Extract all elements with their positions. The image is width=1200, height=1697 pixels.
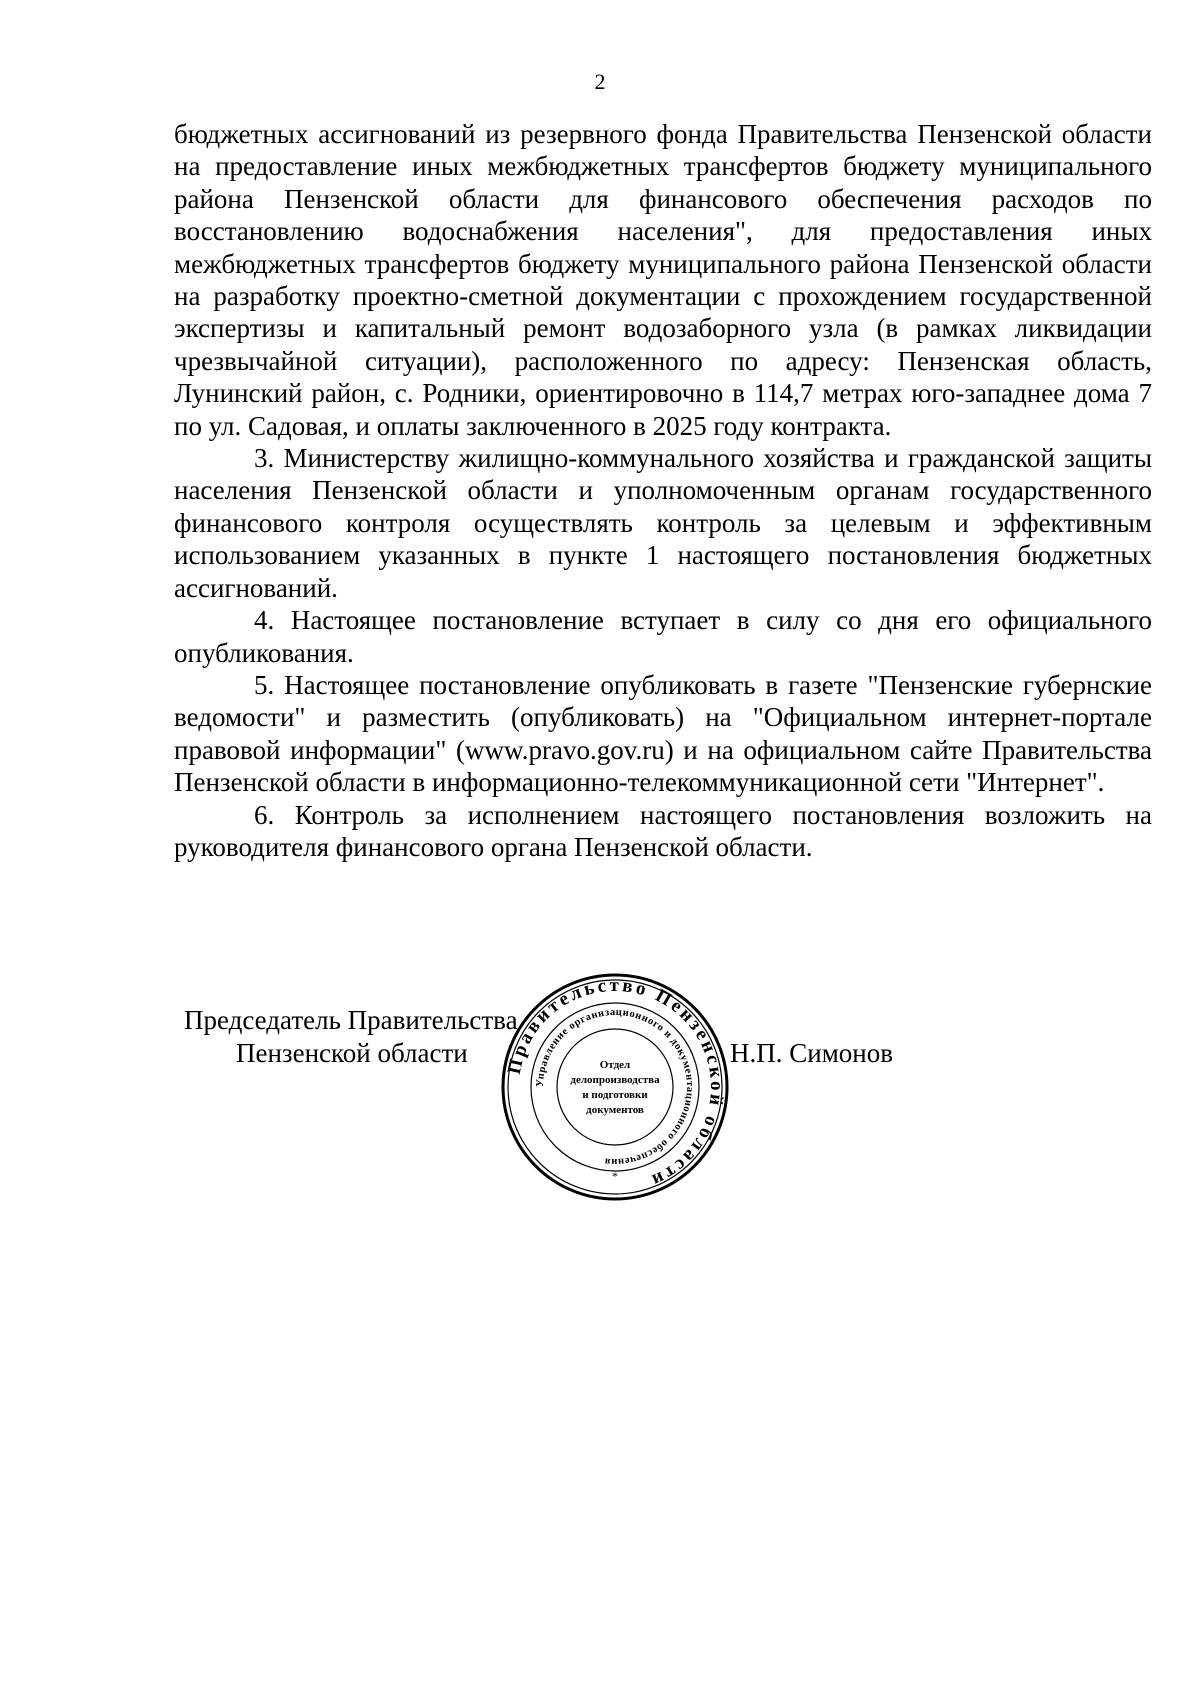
paragraph-item-4: 4. Настоящее постановление вступает в силу со дня его официального опубликования. — [174, 605, 1152, 668]
stamp-center-line-4: документов — [586, 1104, 644, 1116]
paragraph-item-3: 3. Министерству жилищно-коммунального хозяйства и гражданской защиты населения Пензенской области и уполномоченным органам государственного финансового контроля осуществлять контроль за целевым и эффективным использованием указанных в пункте 1 настоящего постановления бюджетных ассигнований. — [174, 443, 1152, 603]
stamp-outer-textpath: Правительство Пензенской области — [503, 974, 728, 1192]
stamp-center-line-3: и подготовки — [582, 1089, 648, 1101]
signatory-title-line-1: Председатель Правительства — [184, 1005, 518, 1035]
document-body — [174, 118, 1152, 863]
stamp-inner-ring-text — [535, 1007, 695, 1167]
official-seal-stamp — [500, 972, 730, 1202]
stamp-center-line-2: делопроизводства — [570, 1074, 660, 1086]
paragraph-continuation: бюджетных ассигнований из резервного фонда Правительства Пензенской области на предоставление иных межбюджетных трансфертов бюджету муниципального района Пензенской области для финансового обеспечения расходов по восстановлению водоснабжения населения", для предоставления иных межбюджетных трансфертов бюджету муниципального района Пензенской области на разработку проектно-сметной документации с прохождением государственной экспертизы и капитальный ремонт водозаборного узла (в рамках ликвидации чрезвычайной ситуации), расположенного по адресу: Пензенская область, Лунинский район, с. Родники, ориентировочно в 114,7 метрах юго-западнее дома 7 по ул. Садовая, и оплаты заключенного в 2025 году контракта. — [174, 119, 1152, 441]
paragraph-item-6: 6. Контроль за исполнением настоящего постановления возложить на руководителя финансового органа Пензенской области. — [174, 799, 1152, 862]
paragraph-item-5: 5. Настоящее постановление опубликовать в газете "Пензенские губернские ведомости" и разместить (опубликовать) на "Официальном интернет-портале правовой информации" (www.pravo.gov.ru) и на официальном сайте Правительства Пензенской области в информационно-телекоммуникационной сети "Интернет". — [174, 669, 1152, 798]
stamp-inner-textpath: Управление организационного и документационного обеспечения — [534, 1006, 696, 1168]
page-number: 2 — [594, 69, 606, 94]
stamp-center-line-1: Отдел — [599, 1059, 631, 1071]
signatory-name: Н.П. Симонов — [730, 1038, 893, 1068]
signatory-title-line-2: Пензенской области — [236, 1038, 468, 1068]
stamp-star-icon: * — [612, 1169, 618, 1183]
